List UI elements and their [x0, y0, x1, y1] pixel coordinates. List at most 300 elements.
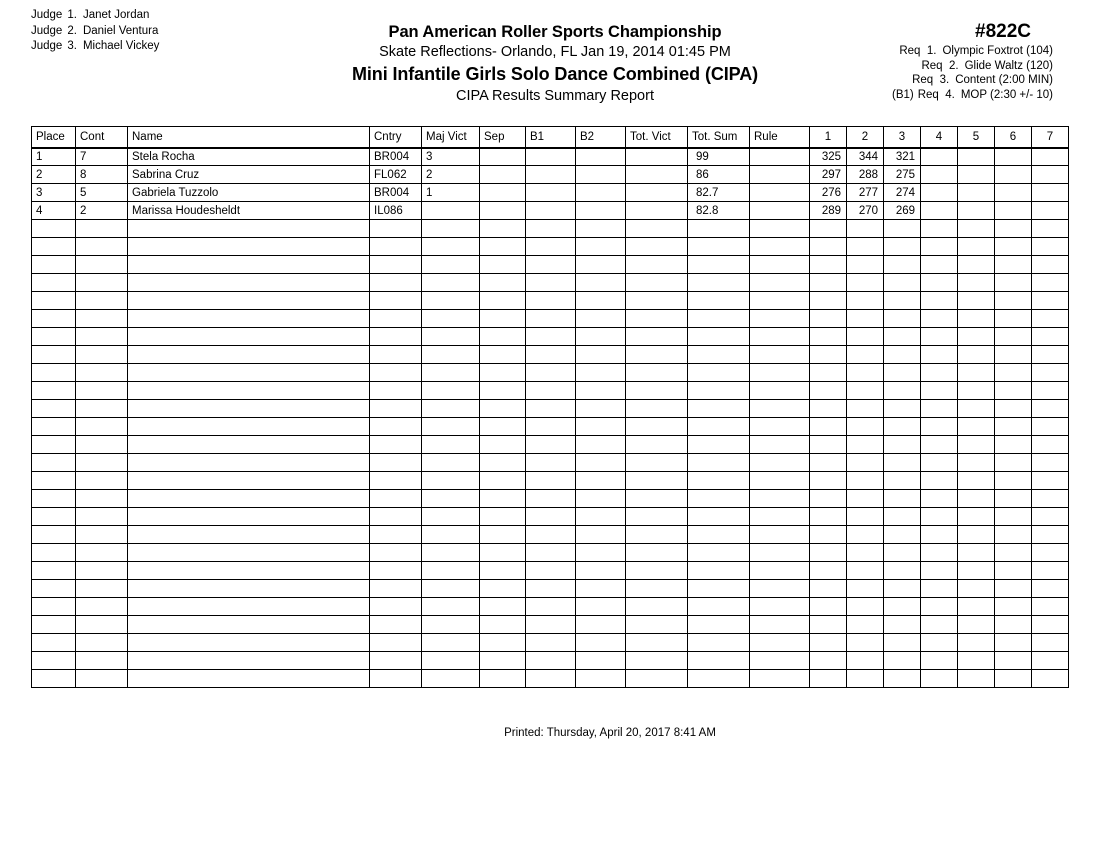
- cell-j2: [847, 346, 884, 364]
- cell-j6: [995, 310, 1032, 328]
- cell-j7: [1032, 346, 1069, 364]
- cell-name: [128, 436, 370, 454]
- cell-j5: [958, 310, 995, 328]
- cell-j1: [810, 418, 847, 436]
- requirement-prefix: (B1): [892, 88, 914, 101]
- cell-maj_vict: [422, 670, 480, 688]
- cell-name: [128, 472, 370, 490]
- table-row-empty[interactable]: [32, 652, 1069, 670]
- cell-j2: [847, 436, 884, 454]
- column-header-j3: 3: [884, 127, 921, 148]
- judge-number: 1.: [67, 9, 77, 21]
- cell-tot_sum: [688, 454, 750, 472]
- cell-j1: [810, 634, 847, 652]
- cell-cont: 2: [76, 202, 128, 220]
- cell-cont: [76, 400, 128, 418]
- cell-sep: [480, 436, 526, 454]
- cell-j3: [884, 346, 921, 364]
- cell-j7: [1032, 580, 1069, 598]
- cell-j6: [995, 166, 1032, 184]
- cell-cntry: BR004: [370, 148, 422, 166]
- cell-j7: [1032, 616, 1069, 634]
- cell-tot_vict: [626, 562, 688, 580]
- cell-j7: [1032, 256, 1069, 274]
- cell-cntry: [370, 220, 422, 238]
- cell-j2: [847, 544, 884, 562]
- cell-cntry: [370, 328, 422, 346]
- cell-name: [128, 292, 370, 310]
- cell-cntry: [370, 454, 422, 472]
- cell-sep: [480, 328, 526, 346]
- cell-j2: [847, 472, 884, 490]
- table-row-empty[interactable]: [32, 562, 1069, 580]
- cell-j6: [995, 526, 1032, 544]
- cell-tot_vict: [626, 346, 688, 364]
- cell-tot_vict: [626, 400, 688, 418]
- cell-b1: [526, 292, 576, 310]
- cell-place: [32, 328, 76, 346]
- cell-cont: [76, 616, 128, 634]
- cell-sep: [480, 364, 526, 382]
- cell-cont: [76, 238, 128, 256]
- cell-tot_sum: [688, 490, 750, 508]
- cell-rule: [750, 202, 810, 220]
- column-header-j6: 6: [995, 127, 1032, 148]
- table-row-empty[interactable]: [32, 472, 1069, 490]
- cell-j6: [995, 328, 1032, 346]
- cell-tot_sum: [688, 670, 750, 688]
- cell-tot_sum: [688, 436, 750, 454]
- table-row-empty[interactable]: [32, 490, 1069, 508]
- cell-name: [128, 580, 370, 598]
- cell-j7: [1032, 598, 1069, 616]
- cell-j6: [995, 634, 1032, 652]
- cell-j3: [884, 508, 921, 526]
- cell-cont: [76, 634, 128, 652]
- cell-sep: [480, 202, 526, 220]
- cell-b1: [526, 310, 576, 328]
- cell-tot_vict: [626, 382, 688, 400]
- cell-j2: [847, 616, 884, 634]
- requirement-text: MOP (2:30 +/- 10): [960, 88, 1053, 101]
- cell-j1: [810, 616, 847, 634]
- cell-sep: [480, 400, 526, 418]
- cell-j6: [995, 202, 1032, 220]
- cell-b1: [526, 346, 576, 364]
- cell-cntry: [370, 436, 422, 454]
- table-row-empty[interactable]: [32, 634, 1069, 652]
- cell-j6: [995, 292, 1032, 310]
- cell-j5: [958, 580, 995, 598]
- cell-tot_vict: [626, 598, 688, 616]
- cell-j7: [1032, 274, 1069, 292]
- cell-cont: [76, 346, 128, 364]
- cell-tot_vict: [626, 436, 688, 454]
- column-header-j4: 4: [921, 127, 958, 148]
- cell-j3: [884, 292, 921, 310]
- cell-b2: [576, 526, 626, 544]
- cell-j4: [921, 670, 958, 688]
- cell-maj_vict: [422, 508, 480, 526]
- cell-b2: [576, 562, 626, 580]
- cell-cntry: [370, 670, 422, 688]
- cell-tot_vict: [626, 670, 688, 688]
- cell-maj_vict: 3: [422, 148, 480, 166]
- cell-cont: [76, 526, 128, 544]
- cell-sep: [480, 454, 526, 472]
- cell-place: [32, 346, 76, 364]
- cell-j3: [884, 598, 921, 616]
- cell-rule: [750, 598, 810, 616]
- cell-j7: [1032, 148, 1069, 166]
- cell-b1: [526, 580, 576, 598]
- table-row-empty[interactable]: [32, 364, 1069, 382]
- table-row-empty[interactable]: [32, 526, 1069, 544]
- cell-maj_vict: [422, 580, 480, 598]
- cell-rule: [750, 490, 810, 508]
- cell-b1: [526, 544, 576, 562]
- cell-cntry: [370, 544, 422, 562]
- cell-tot_vict: [626, 328, 688, 346]
- cell-sep: [480, 580, 526, 598]
- cell-name: [128, 310, 370, 328]
- cell-tot_vict: [626, 166, 688, 184]
- column-header-cntry: Cntry: [370, 127, 422, 148]
- cell-j7: [1032, 310, 1069, 328]
- cell-maj_vict: [422, 382, 480, 400]
- column-header-maj_vict: Maj Vict: [422, 127, 480, 148]
- cell-j2: [847, 418, 884, 436]
- cell-cont: [76, 364, 128, 382]
- cell-maj_vict: [422, 274, 480, 292]
- cell-name: [128, 652, 370, 670]
- requirement-label: Req: [921, 59, 943, 72]
- cell-j6: [995, 436, 1032, 454]
- table-row[interactable]: [32, 184, 1069, 202]
- cell-j3: [884, 454, 921, 472]
- table-row[interactable]: [32, 202, 1069, 220]
- cell-j6: [995, 220, 1032, 238]
- cell-j1: [810, 580, 847, 598]
- cell-j4: [921, 148, 958, 166]
- cell-tot_sum: [688, 310, 750, 328]
- cell-j3: [884, 634, 921, 652]
- cell-rule: [750, 184, 810, 202]
- cell-j1: [810, 598, 847, 616]
- cell-j6: [995, 562, 1032, 580]
- cell-cntry: [370, 490, 422, 508]
- cell-tot_sum: [688, 544, 750, 562]
- cell-j7: [1032, 526, 1069, 544]
- cell-j5: [958, 364, 995, 382]
- table-row-empty[interactable]: [32, 580, 1069, 598]
- cell-j6: [995, 454, 1032, 472]
- cell-place: [32, 274, 76, 292]
- cell-sep: [480, 166, 526, 184]
- requirement-number: 4.: [945, 88, 955, 101]
- cell-j5: [958, 418, 995, 436]
- cell-sep: [480, 256, 526, 274]
- cell-maj_vict: [422, 544, 480, 562]
- cell-j1: 325: [810, 148, 847, 166]
- cell-j3: [884, 220, 921, 238]
- cell-rule: [750, 220, 810, 238]
- cell-name: Stela Rocha: [128, 148, 370, 166]
- cell-j3: [884, 544, 921, 562]
- cell-j3: [884, 616, 921, 634]
- cell-b2: [576, 184, 626, 202]
- table-row-empty[interactable]: [32, 418, 1069, 436]
- cell-sep: [480, 292, 526, 310]
- event-header-right: [865, 20, 1053, 102]
- cell-tot_vict: [626, 490, 688, 508]
- cell-j5: [958, 562, 995, 580]
- cell-j5: [958, 652, 995, 670]
- judge-entry: [31, 24, 159, 40]
- cell-j3: [884, 400, 921, 418]
- cell-b2: [576, 652, 626, 670]
- table-row-empty[interactable]: [32, 508, 1069, 526]
- table-row[interactable]: [32, 148, 1069, 166]
- cell-b2: [576, 166, 626, 184]
- table-row-empty[interactable]: [32, 310, 1069, 328]
- cell-j1: [810, 454, 847, 472]
- cell-j3: [884, 382, 921, 400]
- cell-place: [32, 382, 76, 400]
- cell-j4: [921, 346, 958, 364]
- cell-j6: [995, 670, 1032, 688]
- column-header-name: Name: [128, 127, 370, 148]
- table-row-empty[interactable]: [32, 274, 1069, 292]
- cell-j2: [847, 508, 884, 526]
- requirement-text: Content (2:00 MIN): [955, 74, 1053, 87]
- cell-b1: [526, 400, 576, 418]
- cell-j6: [995, 238, 1032, 256]
- cell-name: [128, 490, 370, 508]
- cell-cntry: [370, 598, 422, 616]
- cell-name: [128, 400, 370, 418]
- cell-place: [32, 238, 76, 256]
- table-row-empty[interactable]: [32, 454, 1069, 472]
- cell-j5: [958, 472, 995, 490]
- cell-sep: [480, 382, 526, 400]
- cell-j3: [884, 328, 921, 346]
- table-row-empty[interactable]: [32, 382, 1069, 400]
- cell-tot_sum: 82.7: [688, 184, 750, 202]
- cell-tot_vict: [626, 580, 688, 598]
- judge-name: Janet Jordan: [82, 9, 150, 21]
- cell-rule: [750, 292, 810, 310]
- cell-j1: [810, 436, 847, 454]
- table-row-empty[interactable]: [32, 544, 1069, 562]
- cell-cont: [76, 328, 128, 346]
- cell-place: [32, 544, 76, 562]
- requirement-text: Glide Waltz (120): [964, 59, 1053, 72]
- cell-sep: [480, 418, 526, 436]
- cell-b2: [576, 328, 626, 346]
- table-header-row: [32, 127, 1069, 148]
- cell-j5: [958, 670, 995, 688]
- cell-name: [128, 526, 370, 544]
- cell-j2: [847, 256, 884, 274]
- cell-rule: [750, 670, 810, 688]
- cell-b2: [576, 274, 626, 292]
- cell-tot_sum: [688, 400, 750, 418]
- cell-cntry: [370, 472, 422, 490]
- cell-place: [32, 616, 76, 634]
- cell-b1: [526, 490, 576, 508]
- cell-b2: [576, 292, 626, 310]
- table-row-empty[interactable]: [32, 238, 1069, 256]
- cell-j6: [995, 400, 1032, 418]
- cell-name: [128, 382, 370, 400]
- cell-j7: [1032, 400, 1069, 418]
- cell-j6: [995, 544, 1032, 562]
- cell-j3: [884, 418, 921, 436]
- cell-maj_vict: [422, 652, 480, 670]
- cell-name: [128, 256, 370, 274]
- table-row[interactable]: [32, 166, 1069, 184]
- cell-cont: [76, 418, 128, 436]
- cell-rule: [750, 634, 810, 652]
- cell-b1: [526, 562, 576, 580]
- cell-j4: [921, 328, 958, 346]
- cell-j3: [884, 562, 921, 580]
- cell-j5: [958, 436, 995, 454]
- cell-tot_vict: [626, 184, 688, 202]
- cell-sep: [480, 238, 526, 256]
- column-header-b1: B1: [526, 127, 576, 148]
- cell-name: Gabriela Tuzzolo: [128, 184, 370, 202]
- cell-j5: [958, 616, 995, 634]
- cell-b1: [526, 166, 576, 184]
- cell-j1: [810, 382, 847, 400]
- cell-tot_sum: [688, 274, 750, 292]
- category-title: Mini Infantile Girls Solo Dance Combined (CIPA): [352, 64, 758, 84]
- cell-j3: [884, 580, 921, 598]
- title-block: [250, 22, 860, 106]
- cell-j3: [884, 670, 921, 688]
- cell-place: [32, 670, 76, 688]
- cell-cntry: [370, 616, 422, 634]
- cell-j2: [847, 310, 884, 328]
- cell-cont: [76, 544, 128, 562]
- cell-b1: [526, 472, 576, 490]
- cell-cntry: [370, 508, 422, 526]
- judge-label: Judge: [31, 9, 63, 21]
- cell-tot_sum: [688, 598, 750, 616]
- table-row-empty[interactable]: [32, 220, 1069, 238]
- cell-j4: [921, 202, 958, 220]
- table-row-empty[interactable]: [32, 400, 1069, 418]
- cell-j3: [884, 274, 921, 292]
- cell-cntry: FL062: [370, 166, 422, 184]
- requirement-text: Olympic Foxtrot (104): [942, 45, 1053, 57]
- cell-b2: [576, 364, 626, 382]
- cell-j2: [847, 328, 884, 346]
- cell-b2: [576, 634, 626, 652]
- cell-j1: [810, 256, 847, 274]
- table-row-empty[interactable]: [32, 616, 1069, 634]
- cell-rule: [750, 148, 810, 166]
- cell-tot_sum: [688, 328, 750, 346]
- table-row-empty[interactable]: [32, 256, 1069, 274]
- cell-j7: [1032, 364, 1069, 382]
- table-row-empty[interactable]: [32, 670, 1069, 688]
- column-header-j5: 5: [958, 127, 995, 148]
- table-row-empty[interactable]: [32, 598, 1069, 616]
- table-row-empty[interactable]: [32, 346, 1069, 364]
- cell-j1: [810, 292, 847, 310]
- cell-tot_vict: [626, 526, 688, 544]
- cell-b2: [576, 346, 626, 364]
- cell-tot_vict: [626, 238, 688, 256]
- cell-tot_vict: [626, 220, 688, 238]
- cell-rule: [750, 166, 810, 184]
- cell-b1: [526, 328, 576, 346]
- cell-sep: [480, 616, 526, 634]
- cell-name: [128, 364, 370, 382]
- cell-j2: [847, 670, 884, 688]
- cell-j4: [921, 184, 958, 202]
- table-row-empty[interactable]: [32, 328, 1069, 346]
- cell-name: [128, 454, 370, 472]
- cell-j4: [921, 472, 958, 490]
- cell-tot_sum: [688, 292, 750, 310]
- cell-j2: 288: [847, 166, 884, 184]
- cell-tot_sum: [688, 580, 750, 598]
- cell-b1: [526, 202, 576, 220]
- cell-tot_vict: [626, 256, 688, 274]
- cell-j1: 289: [810, 202, 847, 220]
- cell-j4: [921, 598, 958, 616]
- cell-maj_vict: [422, 598, 480, 616]
- requirement-number: 3.: [939, 74, 950, 87]
- cell-rule: [750, 454, 810, 472]
- cell-cont: [76, 472, 128, 490]
- cell-rule: [750, 544, 810, 562]
- table-row-empty[interactable]: [32, 436, 1069, 454]
- judge-name: Daniel Ventura: [82, 24, 159, 37]
- cell-cont: [76, 310, 128, 328]
- cell-rule: [750, 274, 810, 292]
- cell-j2: [847, 400, 884, 418]
- cell-place: 2: [32, 166, 76, 184]
- cell-j5: [958, 256, 995, 274]
- cell-j2: [847, 274, 884, 292]
- cell-place: [32, 526, 76, 544]
- cell-j4: [921, 526, 958, 544]
- cell-j7: [1032, 634, 1069, 652]
- cell-b1: [526, 274, 576, 292]
- cell-tot_sum: [688, 364, 750, 382]
- cell-j3: [884, 490, 921, 508]
- column-header-j1: 1: [810, 127, 847, 148]
- cell-name: [128, 220, 370, 238]
- cell-maj_vict: [422, 310, 480, 328]
- requirement-number: 2.: [949, 59, 959, 72]
- cell-place: [32, 364, 76, 382]
- cell-rule: [750, 562, 810, 580]
- cell-b1: [526, 598, 576, 616]
- cell-j7: [1032, 418, 1069, 436]
- cell-place: [32, 436, 76, 454]
- table-row-empty[interactable]: [32, 292, 1069, 310]
- cell-cntry: [370, 292, 422, 310]
- cell-cont: [76, 490, 128, 508]
- cell-name: [128, 616, 370, 634]
- cell-rule: [750, 472, 810, 490]
